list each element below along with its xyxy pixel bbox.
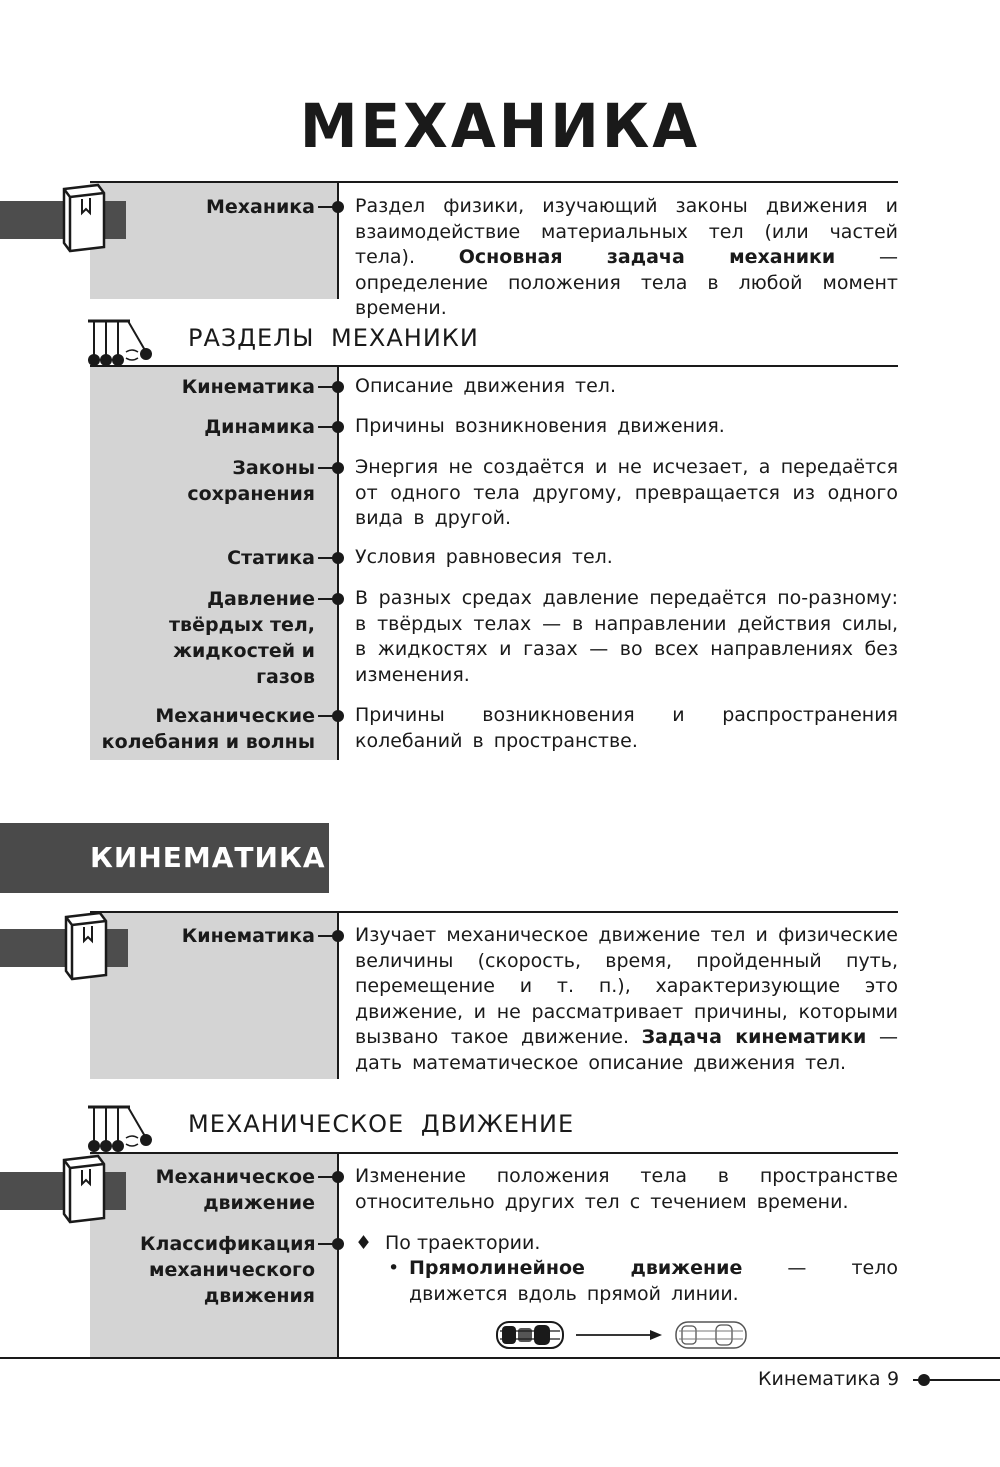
term-dynamics: Динамика — [204, 416, 315, 438]
book-icon — [58, 183, 110, 253]
pendulum-icon — [86, 318, 156, 370]
connector-dot — [332, 421, 344, 433]
page-title: МЕХАНИКА — [299, 90, 701, 162]
connector-dot — [332, 462, 344, 474]
car-motion-illustration — [494, 1316, 752, 1354]
book-icon — [58, 1154, 110, 1224]
definition-oscillations: Причины возникновения и распространения колебаний в пространстве. — [355, 704, 898, 752]
classification-bullet: По траектории. — [385, 1232, 541, 1254]
car-icon-dark — [497, 1322, 563, 1348]
book-icon — [60, 911, 112, 981]
definition-kinematics-main: Изучает механическое движение тел и физические величины (скорость, время, пройденный путь, перемещение и т. п.), характеризующие это движение, и не рассматривает причины, которыми вызвано такое движение. Задача кинематики — дать математическое описание движения тел. — [355, 924, 898, 1074]
sub-bullet-icon: • — [388, 1257, 400, 1279]
sections-heading: РАЗДЕЛЫ МЕХАНИКИ — [188, 324, 479, 352]
bottom-rule — [0, 1357, 1000, 1359]
term-statics: Статика — [227, 547, 315, 569]
term-kinematics: Кинематика — [181, 376, 315, 398]
term-mechanical-motion: Механическое движение — [155, 1166, 315, 1214]
footer-section: Кинематика — [758, 1368, 881, 1390]
term-classification: Классификация механического движения — [140, 1233, 316, 1307]
connector-dot — [332, 593, 344, 605]
connector-dot — [332, 552, 344, 564]
classification-sub — [409, 1256, 898, 1307]
straight-motion-def: — тело движется вдоль прямой линии. — [409, 1257, 898, 1305]
term-kinematics-main: Кинематика — [181, 925, 315, 947]
definition-mechanics: Раздел физики, изучающий законы движения и взаимодействие материальных тел (или частей тела). Основная задача механики — определение положения тела в любой момент времени. — [355, 195, 898, 319]
definition-mechanical-motion: Изменение положения тела в пространстве относительно других тел с течением времени. — [355, 1165, 898, 1213]
term-pressure: Давление твёрдых тел, жидкостей и газов — [169, 588, 315, 688]
footer-rule — [930, 1379, 1000, 1381]
diamond-bullet-icon: ♦ — [355, 1232, 373, 1254]
connector-dot — [332, 930, 344, 942]
divider — [337, 1154, 339, 1357]
pendulum-icon — [86, 1104, 156, 1156]
term-conservation: Законы сохранения — [187, 457, 315, 505]
term-oscillations: Механические колебания и волны — [101, 705, 315, 753]
connector-dot — [332, 1238, 344, 1250]
motion-heading: МЕХАНИЧЕСКОЕ ДВИЖЕНИЕ — [188, 1110, 575, 1138]
car-icon-light — [676, 1322, 746, 1348]
definition-conservation: Энергия не создаётся и не исчезает, а передаётся от одного тела другому, превращается из одного вида в другой. — [355, 456, 898, 529]
definition-statics: Условия равновесия тел. — [355, 546, 613, 568]
connector-dot — [332, 710, 344, 722]
definition-pressure: В разных средах давление передаётся по-разному: в твёрдых телах — в направлении действия силы, в жидкостях и газах — во всех направлениях без изменения. — [355, 587, 898, 686]
arrow-right-icon — [650, 1330, 662, 1340]
term-mechanics: Механика — [205, 196, 315, 218]
definition-dynamics: Причины возникновения движения. — [355, 415, 725, 437]
connector-dot — [332, 201, 344, 213]
definition-kinematics: Описание движения тел. — [355, 375, 616, 397]
page-number: 9 — [887, 1368, 900, 1390]
footer-dot — [918, 1374, 930, 1386]
straight-motion-term: Прямолинейное движение — [409, 1257, 743, 1279]
chapter-banner: КИНЕМАТИКА — [0, 823, 329, 893]
connector-dot — [332, 381, 344, 393]
connector-dot — [332, 1171, 344, 1183]
